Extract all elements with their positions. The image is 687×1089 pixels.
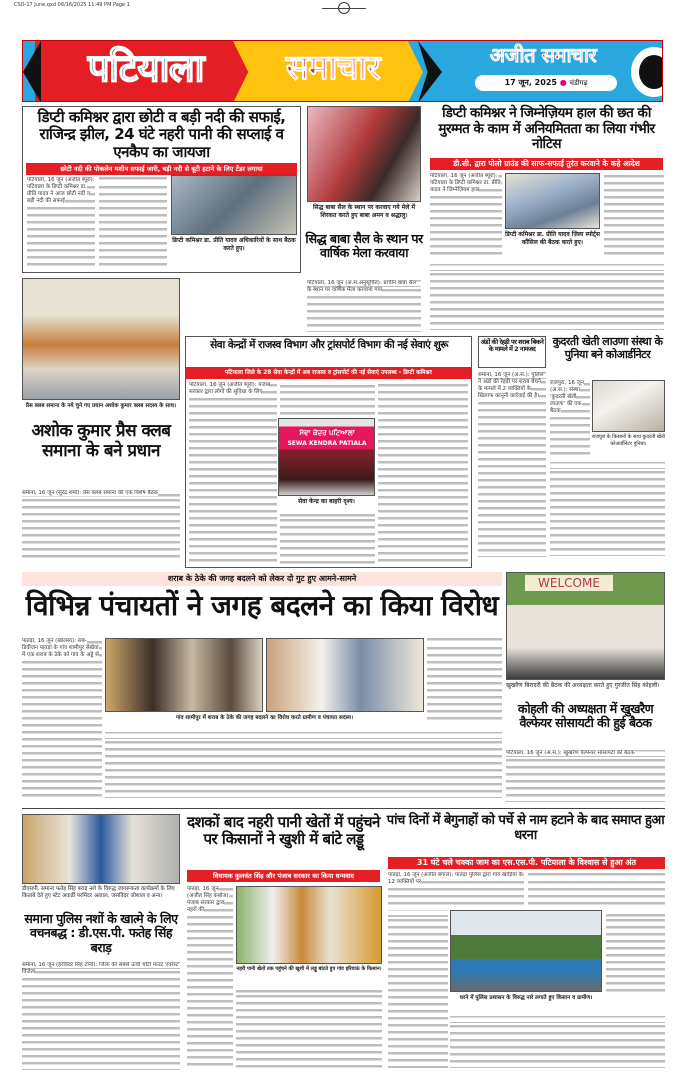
welcome-banner: WELCOME bbox=[525, 575, 613, 591]
body-text bbox=[550, 462, 665, 556]
body-text bbox=[280, 382, 375, 416]
section-title: पटियाला bbox=[87, 46, 205, 90]
body-text bbox=[528, 872, 665, 908]
photo-official-meeting bbox=[266, 638, 424, 712]
subheadline: डी.सी. द्वारा पोलो ग्राउंड की साफ-सफाई तुरंत करवाने के कहे आदेश bbox=[430, 158, 663, 170]
photo-mela bbox=[307, 106, 421, 202]
body-text bbox=[280, 510, 375, 564]
body-text bbox=[105, 732, 502, 798]
body-text: पटियाला, 16 जून (अजीत ब्यूरो): पंजाब सरकार द्वारा लोगों की सुविधा के लिए bbox=[189, 382, 277, 564]
body-text: पटियाला, 16 जून (अजीत ब्यूरो): पटियाला के डिप्टी कमिश्नर डा. प्रीति यादव ने आज छोटी नदी व बड़ी नदी की सफाई bbox=[27, 177, 95, 270]
date-pill bbox=[475, 75, 617, 91]
photo-farming bbox=[592, 380, 665, 432]
sign-english: SEWA KENDRA PATIALA bbox=[287, 440, 367, 447]
body-text: राजपुरा, 16 जून (अ.स.): संस्था 'कुदरती खेती लाउणा' की एक बैठक bbox=[550, 380, 590, 456]
body-text bbox=[236, 986, 382, 1068]
photo-sewa-kendra bbox=[278, 418, 375, 496]
body-text bbox=[430, 264, 664, 330]
headline: सिद्ध बाबा सैल के स्थान पर वार्षिक मेला करवाया bbox=[305, 231, 423, 261]
city: चंडीगढ़ bbox=[569, 79, 588, 87]
subheadline: 31 घंटे चले चक्का जाम का एस.एस.पी. पटियाला के विश्वास से हुआ अंत bbox=[388, 857, 665, 869]
photo-caption: धरने में पुलिस प्रशासन के विरुद्ध नारे लगाते हुए किसान व ग्रामीण। bbox=[459, 995, 593, 1001]
body-text bbox=[388, 910, 448, 1068]
headline: कोहली की अध्यक्षता में खुखरैण वैल्फेयर सोसायटी की हुई बैठक bbox=[517, 701, 654, 731]
body-text: पटियाला, 16 जून (अजीत ब्यूरो): पटियाला के डिप्टी कमिश्नर डा. प्रीति यादव ने जिम्नेज़ियम हाल bbox=[430, 173, 502, 257]
headline: कुदरती खेती लाउणा संस्था के पुनिया बने कोआर्डीनेटर bbox=[552, 335, 663, 361]
section-title-2: समाचार bbox=[285, 48, 381, 88]
subheadline: पटियाला जिले के 28 सेवा केन्द्रों में अब राजस्व व ट्रांसपोर्ट की नई सेवाएं उपलब्ध - डिप्टी कमिश्नर bbox=[186, 367, 471, 379]
body-text bbox=[99, 177, 167, 270]
photo-dharna bbox=[450, 910, 602, 992]
body-text: पातड़ां, 16 जून (अजीत बंगाल): पातड़ां पुलिस द्वारा गांव खाड़ियां के 12 व्यक्तियों पर bbox=[388, 872, 524, 908]
logo-circle-icon bbox=[631, 47, 663, 97]
photo-villagers bbox=[105, 638, 263, 712]
headline: डिप्टी कमिश्नर ने जिम्नेज़ियम हाल की छत की मुरम्मत के काम में अनियमितता का लिया गंभीर नोटिस bbox=[438, 105, 655, 153]
body-text: पटियाला, 16 जून (अ.स.अनुसूचित): प्राचीन बाबा सैल के स्थान पर वार्षिक मेला करवाया गया bbox=[307, 280, 421, 332]
body-text: पटियाला, 16 जून (अ.स.): खुखरैण वैल्फेयर सोसायटी की बैठक bbox=[506, 750, 665, 802]
photo-laddu bbox=[236, 886, 382, 964]
headline: विभिन्न पंचायतों ने जगह बदलने का किया विरोध bbox=[25, 589, 499, 622]
headline: पांच दिनों में बेगुनाहों को पर्चे से नाम हटाने के बाद समाप्त हुआ धरना bbox=[386, 813, 665, 843]
sign-punjabi: ਸੇਵਾ ਕੇਂਦਰ ਪਟਿਆਲਾ bbox=[299, 429, 355, 437]
date-dot-icon: ● bbox=[559, 78, 567, 87]
headline: सेवा केन्द्रों में राजस्व विभाग और ट्रांसपोर्ट विभाग की नई सेवाएं शुरू bbox=[210, 339, 448, 351]
body-text bbox=[427, 638, 502, 724]
body-text bbox=[606, 910, 665, 992]
photo-welcome bbox=[506, 572, 665, 680]
subheadline: छोटी नदी की पोकलेन मशीन सफाई जारी, बड़ी नदी से बूटी हटाने के लिए टेंडर लगाया bbox=[26, 163, 297, 175]
headline: अंडों की रेहड़ी पर शराब बिकने के मामले में 2 नामजद bbox=[480, 338, 544, 354]
story-dc-river-cleaning bbox=[22, 106, 301, 273]
photo-caption: खुखरैण बिरादरी की बैठक की अध्यक्षता करते हुए गुरजीत सिंह कोहली। bbox=[506, 682, 660, 689]
photo-press-club bbox=[22, 278, 180, 400]
headline: अशोक कुमार प्रैस क्लब समाना के बने प्रधान bbox=[31, 421, 171, 461]
photo-caption: राजपुरा के किसानों के साथ कुदरती खेती कोआर्डीनेटर पुनिया। bbox=[591, 434, 666, 447]
kicker-strip: शराब के ठेके की जगह बदलने को लेकर दो गुट हुए आमने-सामने bbox=[22, 572, 502, 586]
body-text: पातड़ां, 16 जून (अजीत सिंह कंबोज): पंजाब सरकार द्वारा नहरों की bbox=[187, 886, 233, 1068]
headline: दशकों बाद नहरी पानी खेतों में पहुंचने पर किसानों ने खुशी में बांटे लड्डू bbox=[187, 813, 380, 849]
masthead bbox=[22, 40, 663, 102]
body-text bbox=[604, 173, 664, 257]
divider bbox=[22, 808, 665, 809]
body-text: समाना, 16 जून (सुरेंद्र शर्मा): प्रैस क्लब समाना की एक विशेष बैठक bbox=[22, 490, 180, 558]
issue-date: 17 जून, 2025 bbox=[504, 78, 557, 87]
subheadline: विधायक कुलवंत सिंह और पंजाब सरकार का किया धन्यवाद bbox=[187, 870, 380, 882]
photo-caption: प्रैस क्लब समाना के नये चुने गए प्रधान अशोक कुमार क्लब सदस्य के साथ। bbox=[25, 403, 177, 409]
body-text bbox=[378, 382, 468, 564]
paper-name: अजीत समाचार bbox=[489, 43, 597, 67]
body-text: समाना, 16 जून (अ.स.): पुलिस ने अंडों की रेहड़ी पर शराब बेचने के मामले में 2 व्यक्तियों के खिलाफ कानूनी कार्रवाई की है। bbox=[478, 372, 546, 557]
photo-dc-meeting bbox=[171, 175, 297, 235]
photo-caption: डीएसपी. समाना फतेह सिंह बराड़ नशे के विरुद्ध जागरूकता कार्यक्रमों के लिए किताबें देते हुए स्टेट अवार्डी परमिंदर अत्वाल, जसविंदर जोशाल व अन्य। bbox=[22, 886, 175, 899]
photo-sports-council bbox=[505, 173, 600, 229]
photo-caption: डिप्टी कमिश्नर डा. प्रीति यादव अधिकारियों के साथ बैठक करते हुए। bbox=[172, 237, 296, 252]
print-slug: CSD-17 June.qxd 06/16/2025 11:49 PM Page 1 bbox=[14, 2, 130, 8]
photo-caption: सिद्ध बाबा सैल के स्थान पर करवाए गये मेले में शिरकत करते हुए बाबा अमन व श्रद्धालु। bbox=[312, 204, 416, 219]
photo-caption: सेवा केन्द्र का बाहरी दृश्य। bbox=[298, 498, 355, 505]
body-text: समाना, 16 जून (हरविंदर सिंह टोनी): जिला की सबसे ऊंची चोटी माउंट एवरेस्ट विजेता bbox=[22, 962, 180, 1070]
headline: डिप्टी कमिश्नर द्वारा छोटी व बड़ी नदी की सफाई, राजिन्द्र झील, 24 घंटे नहरी पानी की सप्लाई व एनकैप का जायजा bbox=[37, 108, 286, 161]
photo-caption: नहरी पानी खेतों तक पहुंचने की खुशी में लड्डू बांटते हुए गांव हरियाऊं के किसान। bbox=[236, 966, 382, 972]
photo-caption: डिप्टी कमिश्नर डा. प्रीति यादव ज़िला स्पोर्ट्स कौंसिल की बैठक करते हुए। bbox=[505, 231, 600, 246]
headline: समाना पुलिस नशों के खात्मे के लिए वचनबद्ध : डी.एस.पी. फतेह सिंह बराड़ bbox=[24, 911, 178, 955]
body-text bbox=[450, 1016, 665, 1068]
body-text: पातड़ां, 16 जून (खालसा): सब-डिवीजन पातड़ां के गांव शामीपुर सेखेवां में एक शराब के ठेके को गांव के अड्डे से bbox=[22, 638, 102, 798]
photo-dsp-books bbox=[22, 814, 180, 884]
photo-caption: गांव शामीपुर में शराब के ठेके की जगह बदलने का विरोध करते ग्रामीण व पंचायत सदस्य। bbox=[175, 715, 354, 721]
crop-line bbox=[322, 8, 366, 9]
